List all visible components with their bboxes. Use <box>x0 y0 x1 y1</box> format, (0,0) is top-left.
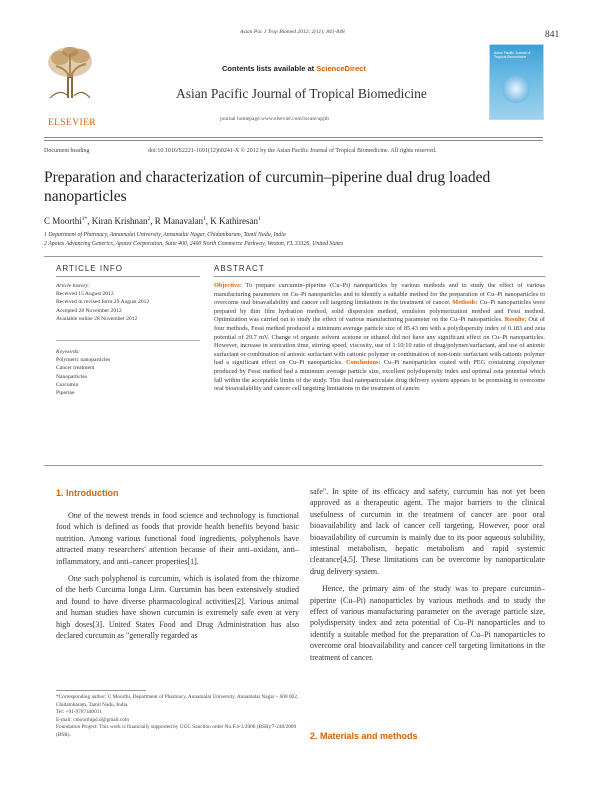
right-column <box>310 486 545 669</box>
email[interactable]: E-mail: cmoorthipd.d@gmail.com <box>56 716 129 723</box>
footnote <box>56 694 299 739</box>
results-label: Results: <box>504 316 527 324</box>
article-history <box>56 282 206 323</box>
objective-text: To prepare curcumin–piperine (Cu–Pi) nanoparticles by various methods and to study the effect of various manufacturing parameters on Cu–Pi nanoparticles and to identify a suitable method for the preparation of Cu–Pi nanoparticles to overcome oral bioavailability and cancer cell targeting limitations in the treatment of cancer. <box>214 282 545 307</box>
elsevier-logo <box>44 44 96 116</box>
cover-title: Asian Pacific Journal of Tropical Biomedicine <box>494 51 531 59</box>
keyword-item: Piperine <box>56 390 75 397</box>
keyword-item: Polymeric nanoparticles <box>56 357 111 364</box>
history-item: Available online 28 November 2012 <box>56 315 138 322</box>
conclusions-label: Conclusions: <box>345 359 381 367</box>
elsevier-tree-icon <box>44 44 96 100</box>
footnote-divider <box>56 690 146 691</box>
telephone: Tel: +91-9787440011 <box>56 709 102 715</box>
history-item: Accepted 28 November 2012 <box>56 307 122 314</box>
funding: Foundation Project: This work is financially supported by UGC Sanction order No.F.4-1/2006 (BSR)/7-248/2009 (BSR). <box>56 724 297 738</box>
contents-line <box>222 64 366 73</box>
methods-label: Methods: <box>452 299 478 307</box>
methods-heading: 2. Materials and methods <box>310 731 418 741</box>
contents-prefix: Contents lists available at <box>222 64 317 73</box>
left-column <box>56 510 299 647</box>
history-item: Received 15 August 2012 <box>56 291 114 298</box>
paragraph: One such polyphenol is curcumin, which is isolated from the rhizome of the herb Curcuma longa Linn. Curcumin has been extensively studied and found to have diverse pharmacological activities[2]. Various animal and human studies have shown curcumin is extremely safe even at very high doses[3]. United States Food and Drug Administration has also declared curcumin as "generally regarded as <box>56 574 299 641</box>
paragraph: safe". In spite of its efficacy and safety, curcumin has not yet been approved as a therapeutic agent. The major barriers to the clinical usefulness of curcumin in the treatment of cancer are poor oral bioavailability and lack of cancer cell targeting. However, poor oral bioavailability of curcumin is mainly due to its poor aqueous solubility, intestinal metabolism, hepatic metabolism and rapid systemic clearance[4,5]. These limitations can be overcome by nanoparticulate drug delivery system. <box>310 487 545 576</box>
results-text: Out of four methods, Fessi method produced a minimum average particle size of 85.43 nm with a polydispersity index of 0.183 and zeta potential of 29.7 mV. Change of organic solvent acetone or ethanol did not have any significant effect on Cu–Pi nanoparticles. However, increase in sonication time, stirring speed, viscosity, use of 1:10:10 ratio of drug/polymer/surfactant, and use of anionic surfactant or combination of anionic surfactant with cationic polymer or combination of non-ionic surfactant with cationic polymer had a significant effect on Cu–Pi nanoparticles. <box>214 316 546 367</box>
methods-text: Cu–Pi nanoparticles were prepared by thin film hydration method, solid dispersion method, emulsion polymerization method and Fessi method. Optimization was carried out to study the effect of various manufacturing parameter on the Cu–Pi nanoparticles. <box>214 299 545 324</box>
abstract-body <box>214 282 545 394</box>
history-label: Article history: <box>56 283 91 289</box>
paragraph: One of the newest trends in food science and technology is functional food which is defined as foods that provide health benefits beyond basic nutrition. Among various functional food ingredients, polyphenols have attracted many researchers' attention because of their anti–oxidant, anti–inflammatory, and anti–cancer properties[1]. <box>56 511 299 566</box>
author-name: R Manavalan <box>154 216 203 226</box>
journal-homepage[interactable]: journal homepage:www.elsevier.com/locate/apjtb <box>220 116 329 122</box>
cover-graphic <box>502 75 530 103</box>
author-name: Kiran Krishnan <box>91 216 148 226</box>
journal-cover <box>489 44 544 120</box>
sciencedirect-link[interactable]: ScienceDirect <box>316 64 366 73</box>
conclusions-text: Cu–Pi nanoparticles coated with PEG containing copolymer produced by Fessi method had a minimum average particle size, excellent polydispersity index and optimal zeta potential which fall within the acceptable limits of the study. This dual nanoparticulate drug delivery system appears to be promising to overcome oral bioavailability and cancer cell targeting limitations in the treatment of cancer. <box>214 359 545 393</box>
paragraph: Hence, the primary aim of the study was to prepare curcumin–piperine (Cu–Pi) nanoparticles by various methods and to study the effect of various manufacturing parameter on the average particle size, polydispersity index and zeta potential of Cu–Pi nanoparticles and to identify a suitable method for the preparation of Cu–Pi nanoparticles to overcome oral bioavailability and cancer cell targeting limitations in the treatment of cancer. <box>310 584 545 662</box>
document-heading: Document heading <box>44 148 90 154</box>
corresponding-author: *Corresponding author: C Moorthi, Department of Pharmacy, Annamalai University, Annamalai Nagar – 608 002, Chidambaram, Tamil Nadu, India. <box>56 694 299 708</box>
author-sup: 2 <box>147 216 151 222</box>
doi-line: doi:10.1016/S2221-1691(12)60241-X © 2012 by the Asian Pacific Journal of Tropical Biomedicine. All rights reserved. <box>148 148 437 154</box>
affiliation: 2 Apotex Advancing Generics, Apotex Corporation, Suite 400, 2400 North Commerce Parkway, Weston, FL 33326, United States <box>44 241 344 247</box>
publisher-name: ELSEVIER <box>47 118 97 128</box>
article-info-heading: ARTICLE INFO <box>56 264 123 273</box>
history-item: Received in revised form 29 August 2012 <box>56 299 150 306</box>
keyword-item: Curcumin <box>56 381 79 388</box>
introduction-heading: 1. Introduction <box>56 488 119 498</box>
abstract-heading: ABSTRACT <box>214 264 265 273</box>
journal-name: Asian Pacific Journal of Tropical Biomedicine <box>176 86 427 101</box>
divider <box>214 276 545 277</box>
divider <box>44 256 543 257</box>
author-name: K Kathiresan <box>210 216 258 226</box>
author-sup: 1 <box>203 216 206 222</box>
keywords <box>56 348 206 397</box>
divider <box>44 465 543 466</box>
divider <box>44 137 543 138</box>
divider <box>44 140 543 141</box>
author-sup: 1* <box>81 216 88 222</box>
keywords-label: Keywords: <box>56 349 81 355</box>
divider <box>56 340 200 341</box>
page-number: 841 <box>545 30 560 40</box>
affiliation: 1 Department of Pharmacy, Annamalai University, Annamalai Nagar, Chidambaram, Tamil Nadu, India <box>44 232 286 238</box>
author-sup: 1 <box>257 216 261 222</box>
keyword-item: Nanoparticles <box>56 373 88 380</box>
author-name: C Moorthi <box>44 216 82 226</box>
divider <box>56 276 200 277</box>
article-title: Preparation and characterization of curcumin–piperine dual drug loaded nanoparticles <box>44 169 491 205</box>
author-list: C Moorthi$^{1*}$, Kiran Krishnan$^2$, R Manavalan$^1$, K Kathiresan$^1$ <box>44 216 261 226</box>
keyword-item: Cancer treatment <box>56 365 95 372</box>
objective-label: Objective: <box>214 282 242 289</box>
running-head: Asian Pac J Trop Biomed 2012; 2(11): 841-848 <box>240 29 345 35</box>
